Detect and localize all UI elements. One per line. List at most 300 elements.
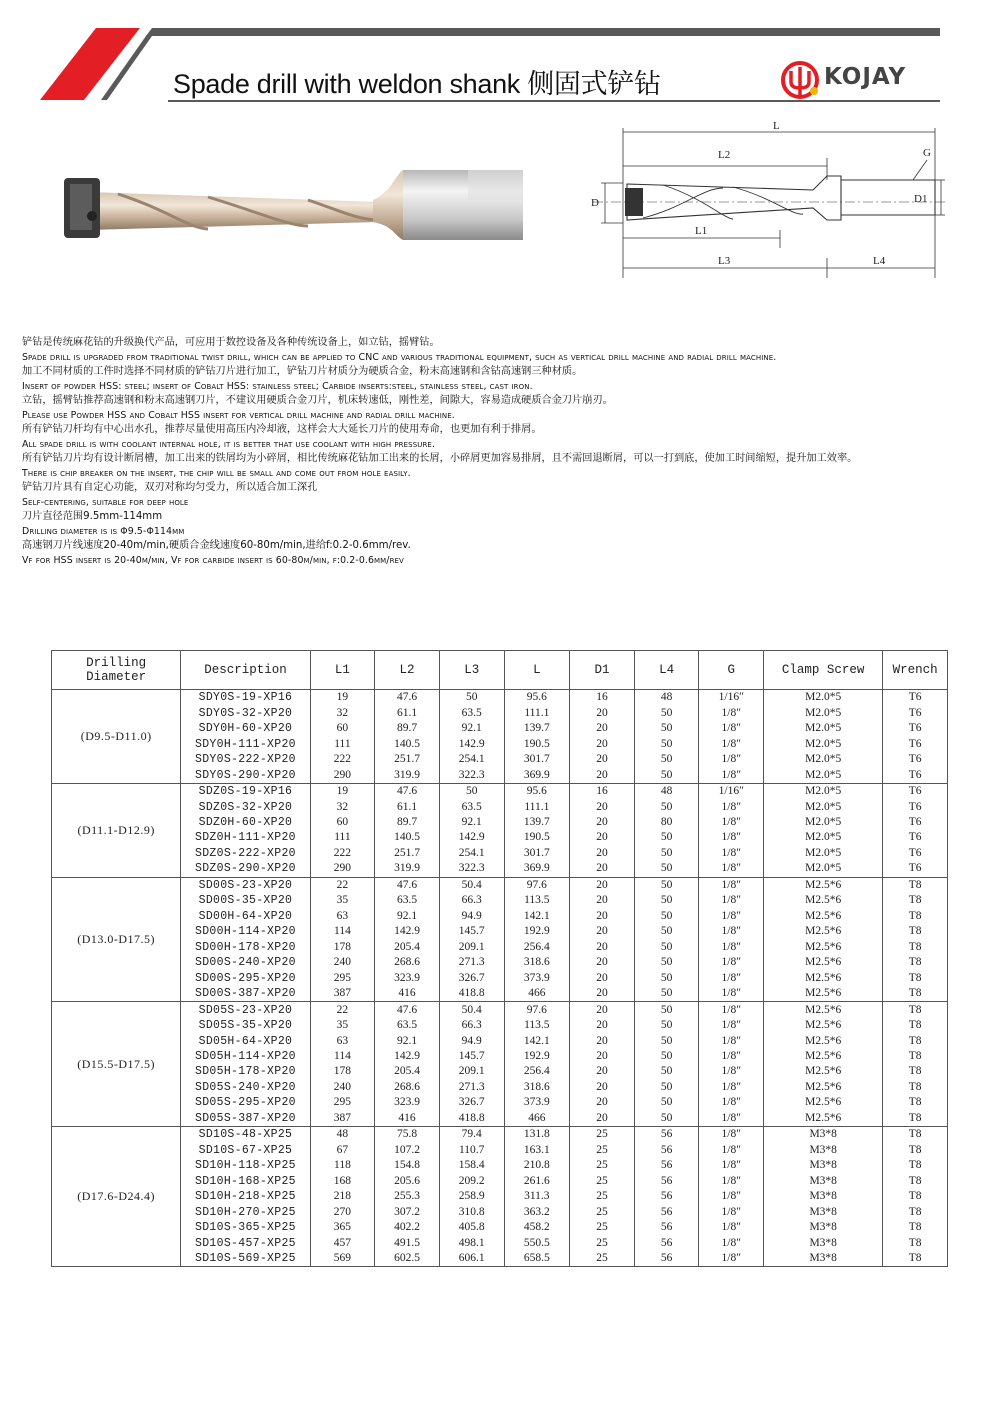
table-cell: 1/8″	[699, 1220, 764, 1235]
table-row	[52, 752, 948, 767]
table-cell: 658.5	[504, 1251, 570, 1267]
column-header: L3	[439, 651, 504, 690]
table-row	[52, 1064, 948, 1079]
table-cell: M3*8	[764, 1251, 883, 1267]
table-cell: 35	[310, 893, 375, 908]
table-cell: 387	[310, 1111, 375, 1127]
table-cell: SD05S-387-XP20	[181, 1111, 310, 1127]
table-cell: 56	[634, 1220, 699, 1235]
table-cell: 48	[634, 690, 699, 706]
table-header-row	[52, 651, 948, 690]
table-cell: T8	[883, 877, 948, 893]
table-cell: 168	[310, 1174, 375, 1189]
table-cell: 47.6	[375, 783, 440, 799]
table-cell: 387	[310, 986, 375, 1002]
table-row	[52, 924, 948, 939]
table-row	[52, 705, 948, 720]
table-cell: 268.6	[375, 1080, 440, 1095]
table-cell: SD10S-48-XP25	[181, 1127, 310, 1143]
table-cell: 301.7	[504, 846, 570, 861]
table-cell: 50	[634, 1064, 699, 1079]
table-cell: 323.9	[375, 970, 440, 985]
table-cell: 50	[634, 986, 699, 1002]
page-header	[0, 0, 1000, 110]
table-cell: 56	[634, 1174, 699, 1189]
table-cell: M2.5*6	[764, 1002, 883, 1018]
table-cell: SD00S-295-XP20	[181, 970, 310, 985]
table-cell: 20	[570, 924, 635, 939]
table-row	[52, 799, 948, 814]
table-cell: 369.9	[504, 767, 570, 783]
table-cell: 261.6	[504, 1174, 570, 1189]
table-cell: M2.5*6	[764, 1064, 883, 1079]
table-cell: 1/8″	[699, 1064, 764, 1079]
table-cell: 63.5	[375, 893, 440, 908]
table-cell: M3*8	[764, 1158, 883, 1173]
table-cell: T8	[883, 1189, 948, 1204]
table-cell: T6	[883, 830, 948, 845]
column-header: Description	[181, 651, 310, 690]
table-cell: T8	[883, 1127, 948, 1143]
table-cell: 319.9	[375, 767, 440, 783]
table-row	[52, 1251, 948, 1267]
diameter-range-cell: (D17.6-D24.4)	[52, 1127, 181, 1267]
table-cell: 20	[570, 1033, 635, 1048]
table-row	[52, 1158, 948, 1173]
table-cell: 67	[310, 1143, 375, 1158]
table-cell: 190.5	[504, 830, 570, 845]
table-cell: 318.6	[504, 955, 570, 970]
table-cell: 1/8″	[699, 1158, 764, 1173]
table-cell: 50	[634, 799, 699, 814]
table-cell: 20	[570, 799, 635, 814]
table-row	[52, 1033, 948, 1048]
table-row	[52, 1143, 948, 1158]
table-cell: 254.1	[439, 752, 504, 767]
table-cell: 326.7	[439, 1095, 504, 1110]
table-cell: 310.8	[439, 1204, 504, 1219]
table-cell: 550.5	[504, 1235, 570, 1250]
table-cell: 322.3	[439, 861, 504, 877]
column-header: L2	[375, 651, 440, 690]
table-cell: 318.6	[504, 1080, 570, 1095]
table-row	[52, 970, 948, 985]
table-row	[52, 846, 948, 861]
table-cell: 20	[570, 1018, 635, 1033]
table-row	[52, 690, 948, 706]
table-cell: 1/8″	[699, 815, 764, 830]
table-cell: 20	[570, 767, 635, 783]
table-cell: T8	[883, 955, 948, 970]
table-cell: 154.8	[375, 1158, 440, 1173]
table-cell: SD00S-35-XP20	[181, 893, 310, 908]
table-cell: 25	[570, 1220, 635, 1235]
table-cell: 94.9	[439, 1033, 504, 1048]
table-cell: M2.5*6	[764, 1049, 883, 1064]
label-l3: L3	[718, 255, 731, 267]
table-cell: 50	[634, 955, 699, 970]
table-cell: M2.0*5	[764, 752, 883, 767]
table-cell: T8	[883, 1111, 948, 1127]
table-cell: T8	[883, 1018, 948, 1033]
table-cell: SD00S-23-XP20	[181, 877, 310, 893]
table-cell: 418.8	[439, 986, 504, 1002]
table-cell: SD00S-387-XP20	[181, 986, 310, 1002]
table-cell: 1/8″	[699, 767, 764, 783]
table-cell: 1/8″	[699, 1251, 764, 1267]
table-cell: 373.9	[504, 970, 570, 985]
table-cell: 271.3	[439, 955, 504, 970]
table-cell: SD00H-178-XP20	[181, 940, 310, 955]
table-cell: 22	[310, 877, 375, 893]
table-row	[52, 1002, 948, 1018]
label-l2: L2	[718, 149, 731, 161]
table-cell: M3*8	[764, 1143, 883, 1158]
table-cell: 145.7	[439, 1049, 504, 1064]
table-row	[52, 877, 948, 893]
table-cell: 32	[310, 799, 375, 814]
description-line: Insert of powder HSS: steel; insert of Cobalt HSS: stainless steel; Carbide inserts:steel, stainless steel, cast iron.	[22, 380, 533, 392]
table-cell: 322.3	[439, 767, 504, 783]
column-header: Wrench	[883, 651, 948, 690]
table-row	[52, 1111, 948, 1127]
table-cell: 205.4	[375, 1064, 440, 1079]
table-cell: M2.5*6	[764, 1111, 883, 1127]
table-cell: SD10S-457-XP25	[181, 1235, 310, 1250]
table-cell: 56	[634, 1204, 699, 1219]
brand-logo	[780, 58, 950, 102]
table-cell: M2.0*5	[764, 736, 883, 751]
table-cell: M2.0*5	[764, 799, 883, 814]
table-cell: 307.2	[375, 1204, 440, 1219]
table-cell: 251.7	[375, 846, 440, 861]
table-cell: 50	[634, 846, 699, 861]
table-cell: 60	[310, 721, 375, 736]
table-cell: T6	[883, 815, 948, 830]
table-cell: 319.9	[375, 861, 440, 877]
table-cell: T6	[883, 767, 948, 783]
table-cell: M2.5*6	[764, 909, 883, 924]
table-cell: M2.5*6	[764, 986, 883, 1002]
table-cell: 402.2	[375, 1220, 440, 1235]
kojay-emblem-icon	[780, 58, 824, 102]
table-cell: 270	[310, 1204, 375, 1219]
label-l1: L1	[695, 225, 708, 237]
table-cell: M2.5*6	[764, 1018, 883, 1033]
table-cell: 92.1	[439, 721, 504, 736]
table-cell: 25	[570, 1251, 635, 1267]
table-cell: SD10H-218-XP25	[181, 1189, 310, 1204]
table-cell: M2.0*5	[764, 815, 883, 830]
diameter-range-cell: (D11.1-D12.9)	[52, 783, 181, 877]
table-cell: T8	[883, 986, 948, 1002]
table-cell: SD05S-35-XP20	[181, 1018, 310, 1033]
table-cell: 63.5	[375, 1018, 440, 1033]
table-cell: 1/8″	[699, 1049, 764, 1064]
table-cell: SD00S-240-XP20	[181, 955, 310, 970]
table-cell: SD05S-240-XP20	[181, 1080, 310, 1095]
table-cell: 1/16″	[699, 783, 764, 799]
table-cell: T8	[883, 1204, 948, 1219]
table-cell: 19	[310, 783, 375, 799]
table-cell: 47.6	[375, 690, 440, 706]
column-header: Drilling Diameter	[52, 651, 181, 690]
table-cell: 210.8	[504, 1158, 570, 1173]
table-cell: SDZ0S-222-XP20	[181, 846, 310, 861]
table-cell: 113.5	[504, 1018, 570, 1033]
table-cell: M2.0*5	[764, 767, 883, 783]
table-cell: M2.5*6	[764, 1080, 883, 1095]
table-cell: 60	[310, 815, 375, 830]
table-cell: 1/8″	[699, 1174, 764, 1189]
table-cell: 142.9	[439, 830, 504, 845]
table-cell: 295	[310, 970, 375, 985]
table-row	[52, 1018, 948, 1033]
table-cell: T6	[883, 799, 948, 814]
table-row	[52, 767, 948, 783]
table-row	[52, 783, 948, 799]
table-cell: 25	[570, 1158, 635, 1173]
diameter-range-cell: (D9.5-D11.0)	[52, 690, 181, 784]
table-cell: 142.1	[504, 909, 570, 924]
table-cell: 50	[634, 1033, 699, 1048]
table-cell: M3*8	[764, 1204, 883, 1219]
table-cell: SDY0S-19-XP16	[181, 690, 310, 706]
table-cell: SD05H-114-XP20	[181, 1049, 310, 1064]
table-cell: T8	[883, 1235, 948, 1250]
table-cell: 63	[310, 909, 375, 924]
table-cell: 268.6	[375, 955, 440, 970]
table-cell: T8	[883, 1002, 948, 1018]
table-cell: 178	[310, 940, 375, 955]
table-cell: 190.5	[504, 736, 570, 751]
table-cell: T8	[883, 1220, 948, 1235]
table-cell: 1/8″	[699, 830, 764, 845]
description-line: Self-centering, suitable for deep hole	[22, 496, 189, 508]
description-block	[22, 336, 982, 568]
table-row	[52, 736, 948, 751]
table-cell: 113.5	[504, 893, 570, 908]
table-cell: M2.0*5	[764, 830, 883, 845]
table-cell: 25	[570, 1235, 635, 1250]
table-cell: SD10S-67-XP25	[181, 1143, 310, 1158]
table-row	[52, 1080, 948, 1095]
table-cell: 271.3	[439, 1080, 504, 1095]
table-cell: 110.7	[439, 1143, 504, 1158]
table-cell: 1/16″	[699, 690, 764, 706]
column-header: G	[699, 651, 764, 690]
table-cell: M3*8	[764, 1235, 883, 1250]
table-cell: 107.2	[375, 1143, 440, 1158]
table-cell: 1/8″	[699, 752, 764, 767]
table-cell: 491.5	[375, 1235, 440, 1250]
table-cell: SDY0S-222-XP20	[181, 752, 310, 767]
table-cell: 20	[570, 846, 635, 861]
table-cell: 22	[310, 1002, 375, 1018]
diameter-range-cell: (D15.5-D17.5)	[52, 1002, 181, 1127]
drill-photo	[58, 150, 538, 260]
table-cell: SDY0H-111-XP20	[181, 736, 310, 751]
table-cell: 1/8″	[699, 1095, 764, 1110]
table-cell: 209.1	[439, 1064, 504, 1079]
table-cell: 142.9	[439, 736, 504, 751]
table-cell: 50	[634, 909, 699, 924]
table-cell: 205.4	[375, 940, 440, 955]
table-cell: 25	[570, 1127, 635, 1143]
table-cell: T6	[883, 752, 948, 767]
table-cell: T6	[883, 736, 948, 751]
description-line: 加工不同材质的工件时选择不同材质的铲钻刀片进行加工，铲钻刀片材质分为硬质合金，粉末高速钢和含钴高速钢三种材质。	[22, 366, 583, 377]
column-header: Clamp Screw	[764, 651, 883, 690]
table-cell: SD05S-23-XP20	[181, 1002, 310, 1018]
table-cell: SD10S-569-XP25	[181, 1251, 310, 1267]
table-cell: 56	[634, 1158, 699, 1173]
table-cell: 20	[570, 721, 635, 736]
table-cell: 192.9	[504, 924, 570, 939]
table-cell: 25	[570, 1143, 635, 1158]
table-row	[52, 1127, 948, 1143]
table-cell: 50	[634, 1095, 699, 1110]
table-cell: 20	[570, 736, 635, 751]
description-line: 立钻，摇臂钻推荐高速钢和粉末高速钢刀片，不建议用硬质合金刀片，机床转速低，刚性差，间隙大，容易造成硬质合金刀片崩刃。	[22, 395, 613, 406]
table-cell: 50	[634, 877, 699, 893]
table-cell: 142.9	[375, 924, 440, 939]
table-cell: 142.9	[375, 1049, 440, 1064]
table-cell: T8	[883, 1033, 948, 1048]
table-cell: T8	[883, 1064, 948, 1079]
table-cell: M2.0*5	[764, 783, 883, 799]
table-cell: T8	[883, 893, 948, 908]
table-cell: 1/8″	[699, 846, 764, 861]
table-cell: 19	[310, 690, 375, 706]
table-cell: 50	[634, 970, 699, 985]
table-cell: SD05S-295-XP20	[181, 1095, 310, 1110]
table-cell: 56	[634, 1127, 699, 1143]
table-cell: SDY0S-290-XP20	[181, 767, 310, 783]
diameter-range-cell: (D13.0-D17.5)	[52, 877, 181, 1002]
table-cell: 20	[570, 1080, 635, 1095]
table-cell: 50	[634, 893, 699, 908]
table-cell: 139.7	[504, 815, 570, 830]
table-cell: 20	[570, 861, 635, 877]
table-cell: 50.4	[439, 877, 504, 893]
table-cell: 405.8	[439, 1220, 504, 1235]
table-cell: 1/8″	[699, 1002, 764, 1018]
table-cell: 290	[310, 767, 375, 783]
table-cell: 48	[634, 783, 699, 799]
table-cell: 50	[634, 1018, 699, 1033]
table-cell: 50	[634, 752, 699, 767]
table-cell: 50	[439, 783, 504, 799]
table-cell: M2.0*5	[764, 861, 883, 877]
table-cell: 256.4	[504, 1064, 570, 1079]
table-cell: 326.7	[439, 970, 504, 985]
table-cell: T8	[883, 924, 948, 939]
table-cell: T8	[883, 909, 948, 924]
table-cell: 1/8″	[699, 955, 764, 970]
description-line: There is chip breaker on the insert, the chip will be small and come out from hole easily.	[22, 467, 411, 479]
table-cell: 1/8″	[699, 970, 764, 985]
table-cell: M2.5*6	[764, 940, 883, 955]
table-cell: 498.1	[439, 1235, 504, 1250]
table-cell: 602.5	[375, 1251, 440, 1267]
label-g: G	[923, 147, 931, 159]
table-cell: 458.2	[504, 1220, 570, 1235]
table-cell: M3*8	[764, 1189, 883, 1204]
table-cell: 50.4	[439, 1002, 504, 1018]
table-cell: 35	[310, 1018, 375, 1033]
table-cell: 111	[310, 830, 375, 845]
table-cell: 80	[634, 815, 699, 830]
table-cell: 50	[634, 940, 699, 955]
table-cell: T6	[883, 783, 948, 799]
table-row	[52, 1174, 948, 1189]
table-cell: 50	[634, 1002, 699, 1018]
table-cell: 50	[634, 861, 699, 877]
description-line: 铲钻是传统麻花钻的升级换代产品，可应用于数控设备及各种传统设备上，如立钻，摇臂钻。	[22, 337, 440, 348]
table-cell: 66.3	[439, 1018, 504, 1033]
table-row	[52, 1189, 948, 1204]
table-cell: M2.0*5	[764, 846, 883, 861]
table-cell: 311.3	[504, 1189, 570, 1204]
table-cell: SDZ0H-60-XP20	[181, 815, 310, 830]
table-cell: 56	[634, 1235, 699, 1250]
table-cell: M2.0*5	[764, 721, 883, 736]
label-l4: L4	[873, 255, 886, 267]
table-cell: 1/8″	[699, 1235, 764, 1250]
table-cell: 20	[570, 955, 635, 970]
table-cell: 47.6	[375, 877, 440, 893]
table-cell: M2.5*6	[764, 955, 883, 970]
table-cell: 222	[310, 846, 375, 861]
table-cell: 131.8	[504, 1127, 570, 1143]
table-cell: SD10H-168-XP25	[181, 1174, 310, 1189]
table-cell: 92.1	[375, 909, 440, 924]
table-cell: 1/8″	[699, 705, 764, 720]
table-cell: 16	[570, 690, 635, 706]
table-cell: 20	[570, 986, 635, 1002]
table-cell: 92.1	[375, 1033, 440, 1048]
table-cell: 222	[310, 752, 375, 767]
table-cell: 20	[570, 970, 635, 985]
table-cell: T6	[883, 705, 948, 720]
table-cell: 373.9	[504, 1095, 570, 1110]
table-cell: 290	[310, 861, 375, 877]
table-cell: 255.3	[375, 1189, 440, 1204]
description-line: Vf for HSS insert is 20-40m/min, Vf for carbide insert is 60-80m/min, f:0.2-0.6mm/rev	[22, 554, 404, 566]
technical-drawing	[583, 118, 953, 288]
table-cell: T8	[883, 1095, 948, 1110]
table-cell: 457	[310, 1235, 375, 1250]
table-cell: 89.7	[375, 721, 440, 736]
table-cell: 20	[570, 1064, 635, 1079]
table-cell: T6	[883, 690, 948, 706]
page-title: Spade drill with weldon shank 侧固式铲钻	[173, 69, 661, 99]
table-cell: 416	[375, 986, 440, 1002]
table-cell: M2.5*6	[764, 924, 883, 939]
table-cell: 20	[570, 830, 635, 845]
table-cell: 56	[634, 1189, 699, 1204]
table-cell: 50	[634, 705, 699, 720]
table-cell: 50	[634, 1080, 699, 1095]
table-cell: 1/8″	[699, 1080, 764, 1095]
table-row	[52, 1049, 948, 1064]
description-line: All spade drill is with coolant internal hole, it is better that use coolant with high pressure.	[22, 438, 436, 450]
table-cell: SDZ0S-32-XP20	[181, 799, 310, 814]
table-cell: 145.7	[439, 924, 504, 939]
table-cell: SDY0H-60-XP20	[181, 721, 310, 736]
table-row	[52, 986, 948, 1002]
